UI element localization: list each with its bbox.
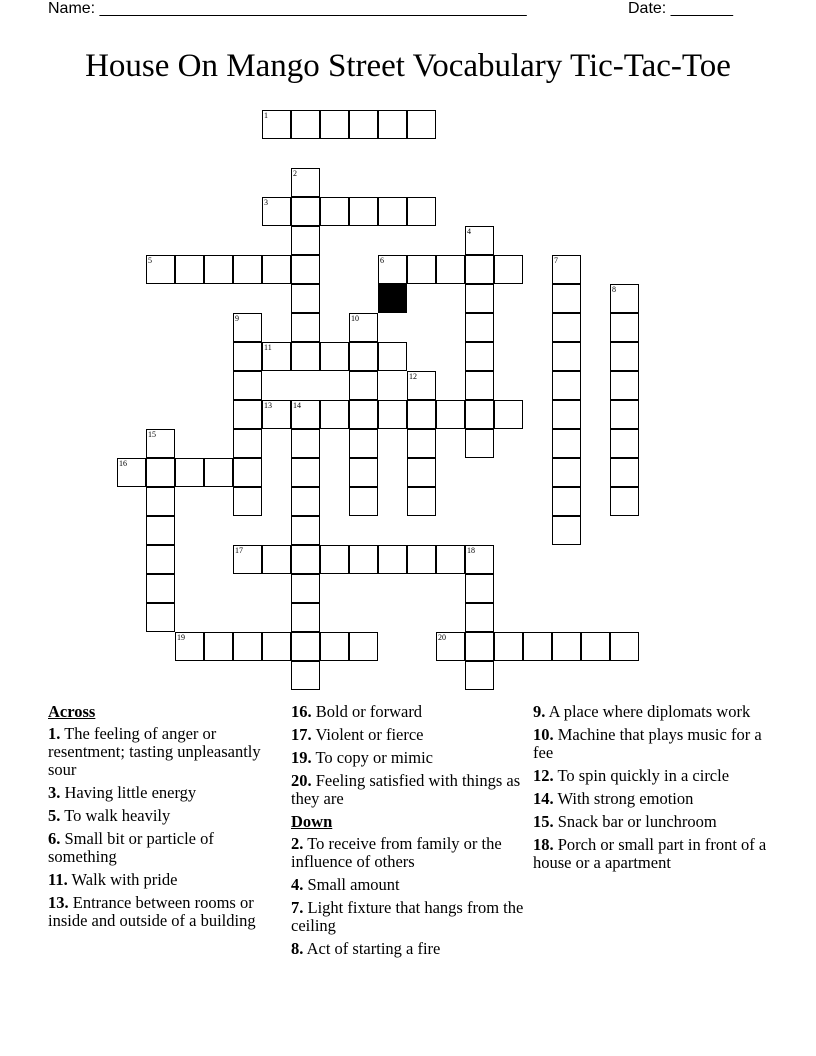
clue-number: 7. (291, 898, 304, 917)
down-heading: Down (291, 812, 333, 831)
crossword-cell[interactable] (407, 487, 436, 516)
crossword-cell[interactable] (233, 342, 262, 371)
crossword-cell[interactable] (320, 197, 349, 226)
clue-number-label: 4 (467, 227, 471, 236)
crossword-cell[interactable] (407, 400, 436, 429)
clue-number-label: 5 (148, 256, 152, 265)
crossword-cell[interactable] (146, 574, 175, 603)
crossword-cell[interactable] (146, 255, 175, 284)
crossword-cell[interactable] (349, 400, 378, 429)
crossword-cell[interactable] (436, 400, 465, 429)
clue-text: The feeling of anger or resentment; tasting unpleasantly sour (48, 724, 261, 779)
crossword-cell[interactable] (349, 458, 378, 487)
crossword-cell[interactable] (233, 429, 262, 458)
clue-text: Bold or forward (315, 702, 423, 721)
clue-number: 15. (533, 812, 554, 831)
clue-text: A place where diplomats work (548, 702, 751, 721)
crossword-cell[interactable] (552, 400, 581, 429)
crossword-cell[interactable] (233, 371, 262, 400)
clue-text: Machine that plays music for a fee (533, 725, 762, 762)
name-field-label: Name: ________________________________________________ (48, 0, 527, 17)
crossword-cell[interactable] (175, 632, 204, 661)
clue-number: 11. (48, 870, 68, 889)
clue-number-label: 8 (612, 285, 616, 294)
crossword-cell[interactable] (407, 371, 436, 400)
clue-number: 10. (533, 725, 554, 744)
clue-number: 2. (291, 834, 304, 853)
crossword-cell[interactable] (407, 255, 436, 284)
crossword-cell[interactable] (233, 632, 262, 661)
clue-text: To copy or mimic (315, 748, 433, 767)
crossword-cell[interactable] (291, 661, 320, 690)
clue-text: With strong emotion (557, 789, 694, 808)
crossword-cell[interactable] (291, 574, 320, 603)
clue-number-label: 6 (380, 256, 384, 265)
crossword-cell[interactable] (552, 516, 581, 545)
clue-item (533, 767, 769, 785)
clue-number: 5. (48, 806, 61, 825)
crossword-cell[interactable] (233, 400, 262, 429)
clue-text: Having little energy (64, 783, 197, 802)
clue-text: Small bit or particle of something (48, 829, 214, 866)
clue-number-label: 1 (264, 111, 268, 120)
clue-text: Act of starting a fire (306, 939, 441, 958)
clue-number-label: 18 (467, 546, 475, 555)
crossword-cell[interactable] (465, 284, 494, 313)
clue-item (533, 836, 769, 872)
crossword-cell[interactable] (262, 632, 291, 661)
crossword-cell[interactable] (436, 255, 465, 284)
clue-number-label: 13 (264, 401, 272, 410)
crossword-cell[interactable] (291, 226, 320, 255)
crossword-cell[interactable] (204, 632, 233, 661)
crossword-cell[interactable] (407, 458, 436, 487)
clue-number: 20. (291, 771, 312, 790)
crossword-cell[interactable] (320, 632, 349, 661)
clue-column-3 (533, 703, 769, 877)
clue-item (48, 871, 284, 889)
crossword-cell[interactable] (552, 487, 581, 516)
date-field-label: Date: _______ (628, 0, 733, 17)
clue-number-label: 12 (409, 372, 417, 381)
clue-item (48, 894, 284, 930)
crossword-cell[interactable] (262, 255, 291, 284)
clue-text: Small amount (307, 875, 400, 894)
crossword-cell[interactable] (262, 110, 291, 139)
crossword-cell[interactable] (349, 313, 378, 342)
crossword-cell[interactable] (320, 545, 349, 574)
crossword-cell[interactable] (581, 632, 610, 661)
crossword-cell[interactable] (610, 458, 639, 487)
crossword-cell[interactable] (291, 284, 320, 313)
crossword-cell[interactable] (465, 429, 494, 458)
crossword-cell[interactable] (465, 255, 494, 284)
clue-column-1 (48, 703, 284, 935)
crossword-cell[interactable] (349, 197, 378, 226)
clue-item (48, 807, 284, 825)
crossword-cell[interactable] (610, 400, 639, 429)
clue-number: 9. (533, 702, 546, 721)
crossword-cell[interactable] (552, 313, 581, 342)
crossword-cell[interactable] (233, 545, 262, 574)
crossword-cell[interactable] (407, 197, 436, 226)
crossword-cell[interactable] (407, 545, 436, 574)
clue-number: 3. (48, 783, 61, 802)
clue-number-label: 15 (148, 430, 156, 439)
clue-number: 18. (533, 835, 554, 854)
crossword-cell[interactable] (291, 400, 320, 429)
crossword-cell[interactable] (291, 458, 320, 487)
crossword-cell[interactable] (552, 342, 581, 371)
clue-number-label: 10 (351, 314, 359, 323)
clue-item (533, 726, 769, 762)
crossword-cell[interactable] (233, 313, 262, 342)
clue-number-label: 9 (235, 314, 239, 323)
clue-item (291, 703, 527, 721)
crossword-cell[interactable] (320, 342, 349, 371)
clue-number: 13. (48, 893, 69, 912)
crossword-cell[interactable] (349, 110, 378, 139)
clue-item (291, 726, 527, 744)
clue-item (533, 813, 769, 831)
clue-text: Violent or fierce (315, 725, 424, 744)
crossword-cell[interactable] (610, 284, 639, 313)
crossword-cell[interactable] (117, 458, 146, 487)
crossword-cell[interactable] (465, 371, 494, 400)
clue-number-label: 11 (264, 343, 272, 352)
crossword-cell[interactable] (436, 632, 465, 661)
crossword-cell[interactable] (610, 487, 639, 516)
crossword-cell[interactable] (291, 168, 320, 197)
clue-number-label: 3 (264, 198, 268, 207)
clue-number: 8. (291, 939, 304, 958)
crossword-cell[interactable] (494, 400, 523, 429)
crossword-cell[interactable] (262, 400, 291, 429)
crossword-cell[interactable] (407, 429, 436, 458)
clue-item (291, 876, 527, 894)
clue-column-2 (291, 703, 527, 963)
crossword-cell[interactable] (465, 661, 494, 690)
clue-number: 4. (291, 875, 304, 894)
crossword-cell[interactable] (552, 632, 581, 661)
crossword-cell[interactable] (494, 255, 523, 284)
crossword-cell[interactable] (465, 226, 494, 255)
clue-text: Walk with pride (71, 870, 178, 889)
clue-number-label: 17 (235, 546, 243, 555)
crossword-cell[interactable] (291, 313, 320, 342)
page-title: House On Mango Street Vocabulary Tic-Tac-Toe (85, 48, 731, 84)
crossword-cell[interactable] (262, 197, 291, 226)
crossword-cell[interactable] (349, 545, 378, 574)
clue-item (291, 835, 527, 871)
crossword-cell[interactable] (204, 255, 233, 284)
clue-item (291, 749, 527, 767)
crossword-cell[interactable] (552, 371, 581, 400)
crossword-cell[interactable] (465, 603, 494, 632)
crossword-cell[interactable] (146, 603, 175, 632)
clue-number: 14. (533, 789, 554, 808)
clue-item (533, 790, 769, 808)
crossword-cell[interactable] (436, 545, 465, 574)
clue-number: 19. (291, 748, 312, 767)
crossword-cell[interactable] (320, 110, 349, 139)
clue-number-label: 2 (293, 169, 297, 178)
crossword-cell[interactable] (465, 574, 494, 603)
crossword-cell[interactable] (291, 487, 320, 516)
crossword-cell[interactable] (494, 632, 523, 661)
crossword-cell[interactable] (378, 400, 407, 429)
crossword-cell[interactable] (349, 487, 378, 516)
clue-item (291, 772, 527, 808)
crossword-cell[interactable] (291, 545, 320, 574)
crossword-cell[interactable] (523, 632, 552, 661)
crossword-cell[interactable] (291, 197, 320, 226)
clue-text: Light fixture that hangs from the ceiling (291, 898, 524, 935)
crossword-cell[interactable] (291, 516, 320, 545)
crossword-cell[interactable] (291, 110, 320, 139)
crossword-cell[interactable] (291, 603, 320, 632)
crossword-cell[interactable] (378, 545, 407, 574)
crossword-cell[interactable] (465, 632, 494, 661)
clue-item (533, 703, 769, 721)
crossword-cell[interactable] (552, 429, 581, 458)
crossword-cell[interactable] (320, 400, 349, 429)
clue-number: 1. (48, 724, 61, 743)
clue-number: 6. (48, 829, 61, 848)
crossword-cell[interactable] (349, 429, 378, 458)
crossword-cell[interactable] (349, 371, 378, 400)
crossword-cell[interactable] (262, 342, 291, 371)
clue-text: Snack bar or lunchroom (557, 812, 717, 831)
clue-text: To walk heavily (64, 806, 171, 825)
clue-item (291, 899, 527, 935)
clue-item (291, 940, 527, 958)
crossword-cell[interactable] (610, 342, 639, 371)
crossword-cell[interactable] (378, 342, 407, 371)
crossword-cell[interactable] (175, 255, 204, 284)
crossword-cell[interactable] (233, 487, 262, 516)
crossword-cell[interactable] (610, 632, 639, 661)
clue-item (48, 830, 284, 866)
crossword-cell[interactable] (378, 110, 407, 139)
clue-number: 12. (533, 766, 554, 785)
clue-text: To spin quickly in a circle (557, 766, 730, 785)
crossword-cell[interactable] (465, 342, 494, 371)
crossword-cell[interactable] (610, 371, 639, 400)
clue-number: 16. (291, 702, 312, 721)
crossword-cell[interactable] (146, 545, 175, 574)
clue-number-label: 20 (438, 633, 446, 642)
clue-item (48, 725, 284, 779)
crossword-cell[interactable] (146, 516, 175, 545)
clue-number-label: 19 (177, 633, 185, 642)
clue-text: Porch or small part in front of a house or a apartment (533, 835, 767, 872)
crossword-cell[interactable] (610, 313, 639, 342)
crossword-cell[interactable] (378, 255, 407, 284)
clue-number-label: 14 (293, 401, 301, 410)
clue-item (48, 784, 284, 802)
crossword-cell[interactable] (291, 342, 320, 371)
clue-text: Feeling satisfied with things as they are (291, 771, 521, 808)
clue-number-label: 16 (119, 459, 127, 468)
crossword-cell[interactable] (233, 255, 262, 284)
crossword-cell[interactable] (291, 255, 320, 284)
clue-number-label: 7 (554, 256, 558, 265)
crossword-cell[interactable] (378, 197, 407, 226)
crossword-cell[interactable] (465, 545, 494, 574)
crossword-cell[interactable] (146, 429, 175, 458)
crossword-cell[interactable] (233, 458, 262, 487)
crossword-cell[interactable] (349, 632, 378, 661)
clue-text: To receive from family or the influence of others (291, 834, 502, 871)
crossword-cell[interactable] (204, 458, 233, 487)
crossword-cell[interactable] (262, 545, 291, 574)
clue-number: 17. (291, 725, 312, 744)
crossword-cell[interactable] (349, 342, 378, 371)
black-square (378, 284, 407, 313)
crossword-cell[interactable] (552, 284, 581, 313)
crossword-cell[interactable] (291, 632, 320, 661)
crossword-cell[interactable] (146, 458, 175, 487)
crossword-cell[interactable] (465, 313, 494, 342)
crossword-cell[interactable] (465, 400, 494, 429)
crossword-cell[interactable] (552, 458, 581, 487)
across-heading: Across (48, 702, 96, 721)
crossword-cell[interactable] (291, 429, 320, 458)
crossword-cell[interactable] (407, 110, 436, 139)
crossword-cell[interactable] (146, 487, 175, 516)
clue-text: Entrance between rooms or inside and outside of a building (48, 893, 256, 930)
crossword-cell[interactable] (552, 255, 581, 284)
crossword-cell[interactable] (610, 429, 639, 458)
crossword-cell[interactable] (175, 458, 204, 487)
